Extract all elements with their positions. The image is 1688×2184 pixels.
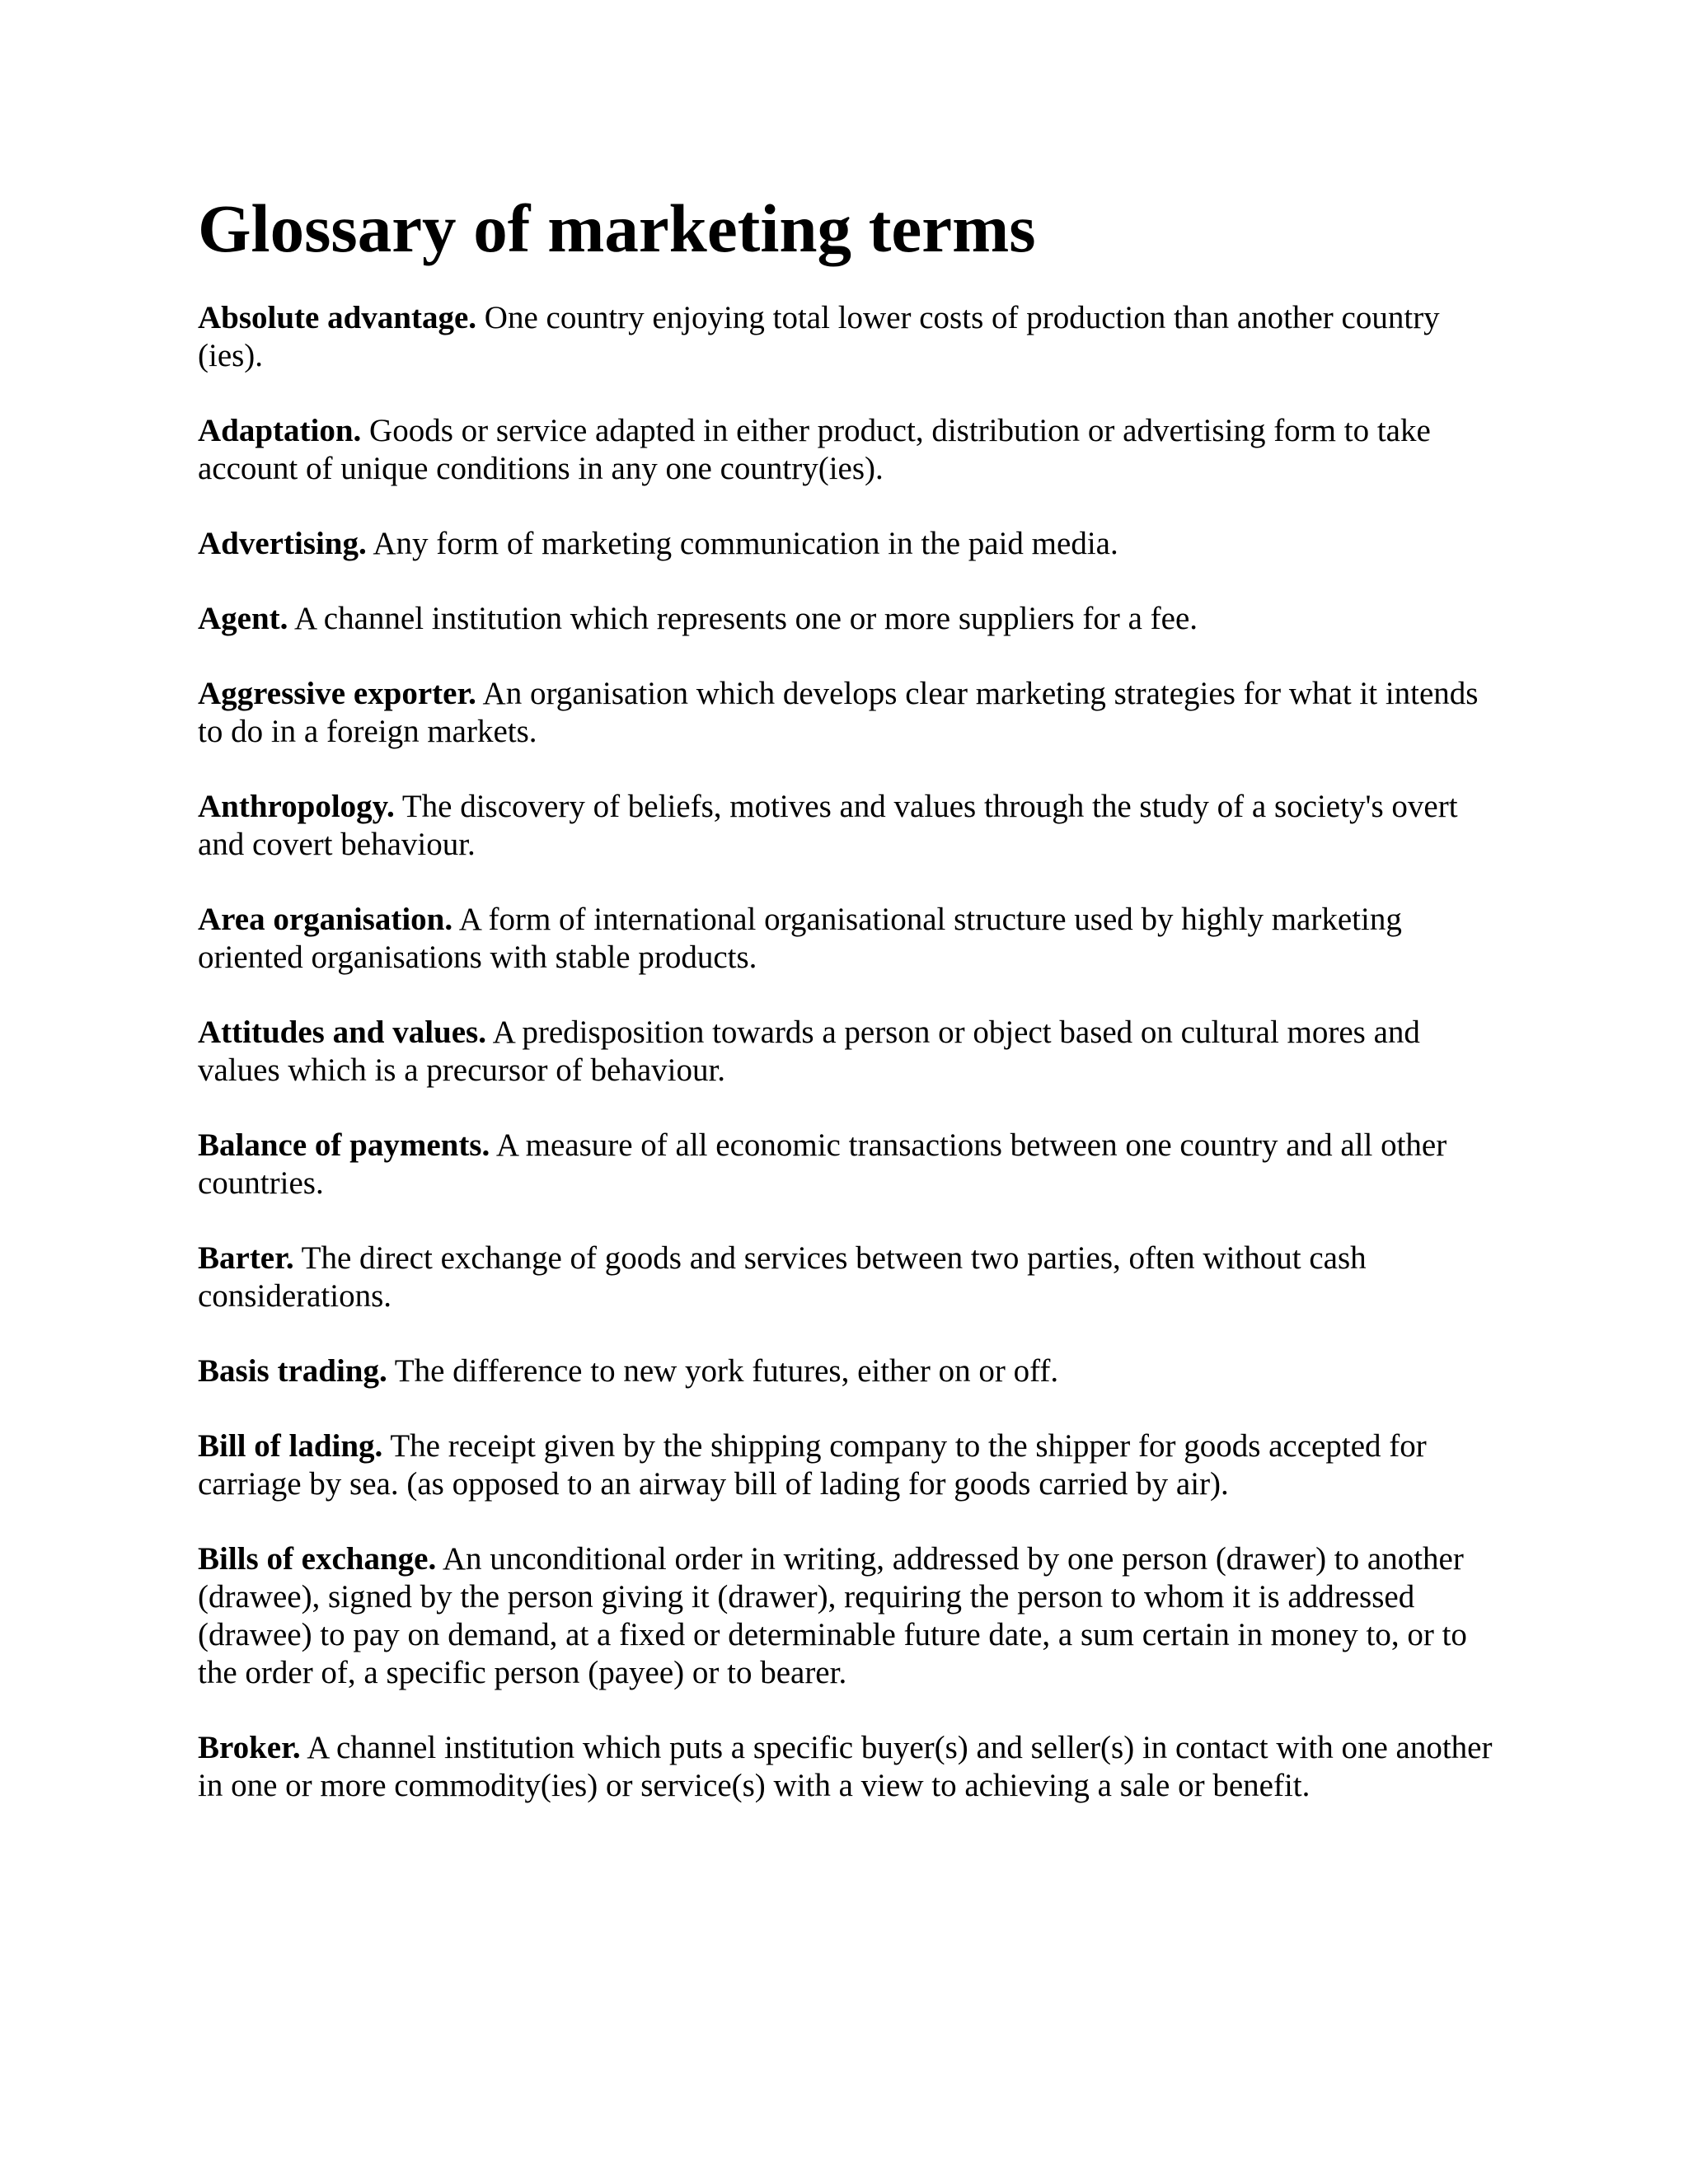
glossary-term: Agent. [198,601,288,637]
glossary-definition: A form of international organisational structure used by highly marketing oriented organisations with stable products. [198,902,1402,976]
glossary-definition: An unconditional order in writing, addressed by one person (drawer) to another (drawee), signed by the person giving it (drawer), requiring the person to whom it is addressed (drawee) to pay on demand, at a fixed or determinable future date, a sum certain in money to, or to the order of, a specific person (payee) or to bearer. [198,1541,1467,1691]
glossary-term: Bill of lading. [198,1428,383,1465]
glossary-term: Advertising. [198,526,367,562]
glossary-definition: A channel institution which puts a specific buyer(s) and seller(s) in contact with one another in one or more commodity(ies) or service(s) with a view to achieving a sale or benefit. [198,1730,1493,1804]
glossary-definition: Any form of marketing communication in the paid media. [373,526,1118,562]
glossary-definition: Goods or service adapted in either product, distribution or advertising form to take account of unique conditions in any one country(ies). [198,413,1431,487]
glossary-entry [198,1729,1508,1805]
glossary-definition: The direct exchange of goods and services between two parties, often without cash considerations. [198,1240,1367,1315]
glossary-term: Basis trading. [198,1353,387,1390]
glossary-entry [198,1427,1508,1503]
glossary-entry [198,901,1508,977]
glossary-definition: A measure of all economic transactions between one country and all other countries. [198,1127,1447,1202]
glossary-term: Broker. [198,1730,301,1766]
glossary-entry [198,299,1508,375]
glossary-definition: An organisation which develops clear marketing strategies for what it intends to do in a foreign markets. [198,676,1479,750]
glossary-definition: The receipt given by the shipping company to the shipper for goods accepted for carriage by sea. (as opposed to an airway bill of lading for goods carried by air). [198,1428,1427,1502]
glossary-entry [198,675,1508,751]
glossary-term: Adaptation. [198,413,362,449]
glossary-entry [198,1540,1508,1692]
glossary-term: Anthropology. [198,789,395,825]
glossary-definition: A predisposition towards a person or object based on cultural mores and values which is a precursor of behaviour. [198,1015,1420,1089]
page-title: Glossary of marketing terms [198,190,1036,266]
glossary-entry [198,525,1508,563]
glossary-definition: The discovery of beliefs, motives and values through the study of a society's overt and covert behaviour. [198,789,1458,863]
document-page [198,191,1508,1842]
glossary-term: Bills of exchange. [198,1541,437,1577]
glossary-entry [198,788,1508,864]
glossary-term: Barter. [198,1240,294,1277]
glossary-entry [198,1014,1508,1090]
glossary-term: Area organisation. [198,902,453,938]
glossary-definition: One country enjoying total lower costs of production than another country (ies). [198,300,1440,374]
glossary-definition: A channel institution which represents one or more suppliers for a fee. [294,601,1198,637]
glossary-term: Absolute advantage. [198,300,477,336]
glossary-list [198,299,1508,1805]
glossary-term: Aggressive exporter. [198,676,476,712]
glossary-definition: The difference to new york futures, either on or off. [394,1353,1059,1390]
glossary-entry [198,412,1508,488]
glossary-entry [198,600,1508,638]
glossary-entry [198,1127,1508,1202]
glossary-term: Balance of payments. [198,1127,490,1164]
glossary-entry [198,1352,1508,1390]
glossary-entry [198,1240,1508,1315]
glossary-term: Attitudes and values. [198,1015,486,1051]
